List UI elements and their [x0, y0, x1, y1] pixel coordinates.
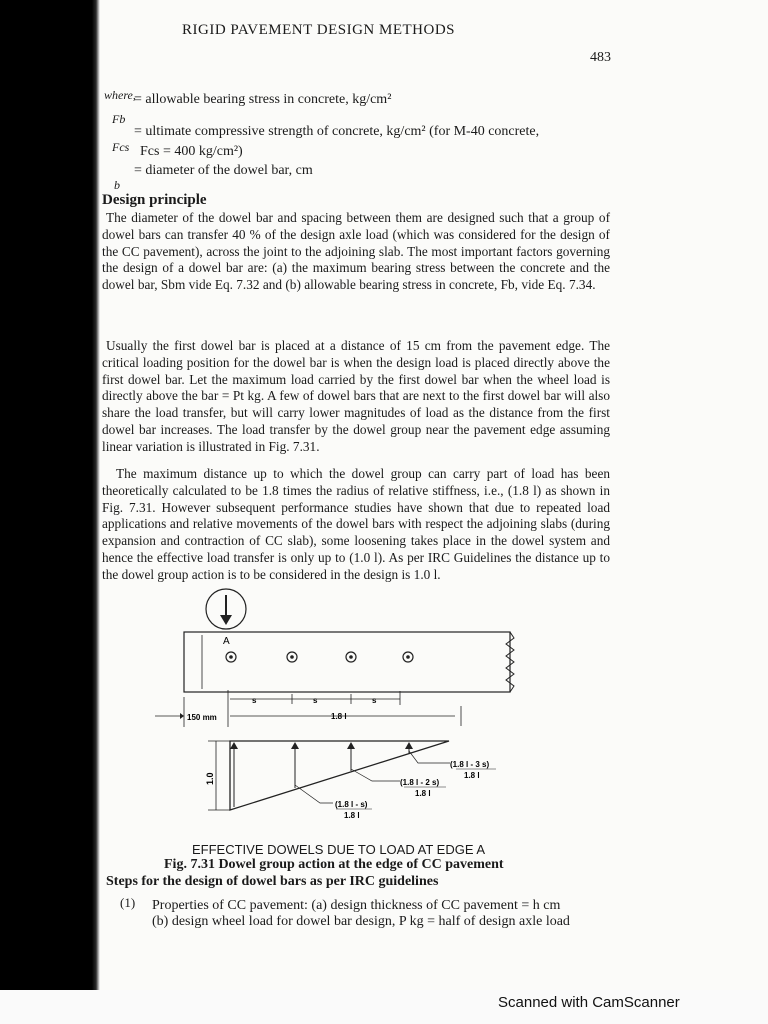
steps-heading: Steps for the design of dowel bars as per IRC guidelines — [106, 874, 439, 889]
dowel-bar-2-core — [290, 655, 294, 659]
fraction-3-denominator: 1.8 l — [344, 811, 360, 820]
dowel-bar-3-core — [349, 655, 353, 659]
where-label: where, — [104, 88, 136, 102]
camscanner-watermark: Scanned with CamScanner — [498, 994, 680, 1011]
dowel-bar-1-core — [229, 655, 233, 659]
fraction-1-denominator: 1.8 l — [464, 771, 480, 780]
load-arrow-4-head — [405, 742, 413, 749]
spacing-label-3: s — [372, 696, 377, 705]
fraction-2-numerator: (1.8 l - 2 s) — [400, 778, 440, 787]
dowel-bar-4-core — [406, 655, 410, 659]
section-heading: Design principle — [102, 192, 207, 208]
load-arrow-2-head — [291, 742, 299, 749]
edge-arrow-head — [180, 713, 184, 719]
edge-distance-label: 150 mm — [187, 713, 217, 722]
paragraph-3: The maximum distance up to which the dowel group can carry part of load has been theoretically calculated to be 1.8 times the radius of relative stiffness, i.e., (1.8 l) as shown in Fig. 7.31. However subsequent performance studies have shown that due to repeated load applications and relative movements of the dowel bars with respect the adjoining slabs (during expansion and contraction of CC slab), some loosening takes place in the dowel system and hence the effective load transfer is only up to (1.0 l). As per IRC Guidelines the distance up to the dowel group action is to be considered in the design is 1.0 l. — [102, 466, 610, 582]
figure-title: EFFECTIVE DOWELS DUE TO LOAD AT EDGE A — [192, 842, 486, 857]
dimension-lines — [155, 690, 461, 727]
load-distribution-diagram — [205, 741, 450, 810]
scan-dark-edge — [0, 0, 100, 1024]
book-page — [100, 0, 768, 990]
load-arrow-1-head — [230, 742, 238, 749]
definition-fcs: = ultimate compressive strength of concrete, kg/cm² (for M-40 concrete, — [134, 124, 540, 139]
height-label: 1.0 — [205, 772, 215, 785]
leader-line-2 — [351, 769, 400, 781]
step-number: (1) — [120, 895, 136, 910]
paragraph-1: The diameter of the dowel bar and spacing between them are designed such that a group of dowel bars can transfer 40 % of the design axle load (which was considered for the design of the CC pavement), across the joint to the adjoining slab. The most important factors governing the design of a dowel bar are: (a) the maximum bearing stress between the concrete and the dowel bar, Sbm vide Eq. 7.32 and (b) allowable bearing stress in concrete, Fb, vide Eq. 7.34. — [102, 210, 610, 293]
definition-b: = diameter of the dowel bar, cm — [134, 163, 313, 178]
dowel-bars — [226, 652, 413, 662]
slab-plan-view — [184, 589, 514, 692]
figure-caption: Fig. 7.31 Dowel group action at the edge of CC pavement — [164, 857, 504, 872]
page-number: 483 — [590, 50, 611, 65]
fraction-1-numerator: (1.8 l - 3 s) — [450, 760, 490, 769]
step-1-line-2: (b) design wheel load for dowel bar design, P kg = half of design axle load — [152, 914, 570, 929]
spacing-label-2: s — [313, 696, 318, 705]
definition-fcs-value: Fcs = 400 kg/cm²) — [140, 144, 243, 159]
running-header: RIGID PAVEMENT DESIGN METHODS — [182, 22, 455, 38]
paragraph-2: Usually the first dowel bar is placed at a distance of 15 cm from the pavement edge. The critical loading position for the dowel bar is when the design load is placed directly above the first dowel bar. Let the maximum load carried by the first dowel bar when the wheel load is directly above the bar = Pt kg. A few of dowel bars that are next to the first dowel bar will also share the load transfer, but will carry lower magnitudes of load as the distance from the first dowel bar increases. The load transfer by the dowel group near the pavement edge assuming linear variation is illustrated in Fig. 7.31. — [102, 338, 610, 454]
point-a-label: A — [223, 636, 230, 647]
span-label: 1.8 l — [331, 712, 347, 721]
dowel-group-figure — [150, 585, 550, 830]
fraction-2-denominator: 1.8 l — [415, 789, 431, 798]
load-arrow-head — [220, 615, 232, 625]
symbol-fb: Fb — [112, 112, 126, 126]
symbol-fcs: Fcs — [112, 140, 130, 154]
spacing-label-1: s — [252, 696, 257, 705]
definition-fb: = allowable bearing stress in concrete, kg/cm² — [134, 92, 392, 107]
leader-line-1 — [409, 751, 450, 763]
load-arrow-3-head — [347, 742, 355, 749]
step-1-line-1: Properties of CC pavement: (a) design thickness of CC pavement = h cm — [152, 898, 561, 913]
symbol-b: b — [114, 178, 120, 192]
fraction-3-numerator: (1.8 l - s) — [335, 800, 368, 809]
